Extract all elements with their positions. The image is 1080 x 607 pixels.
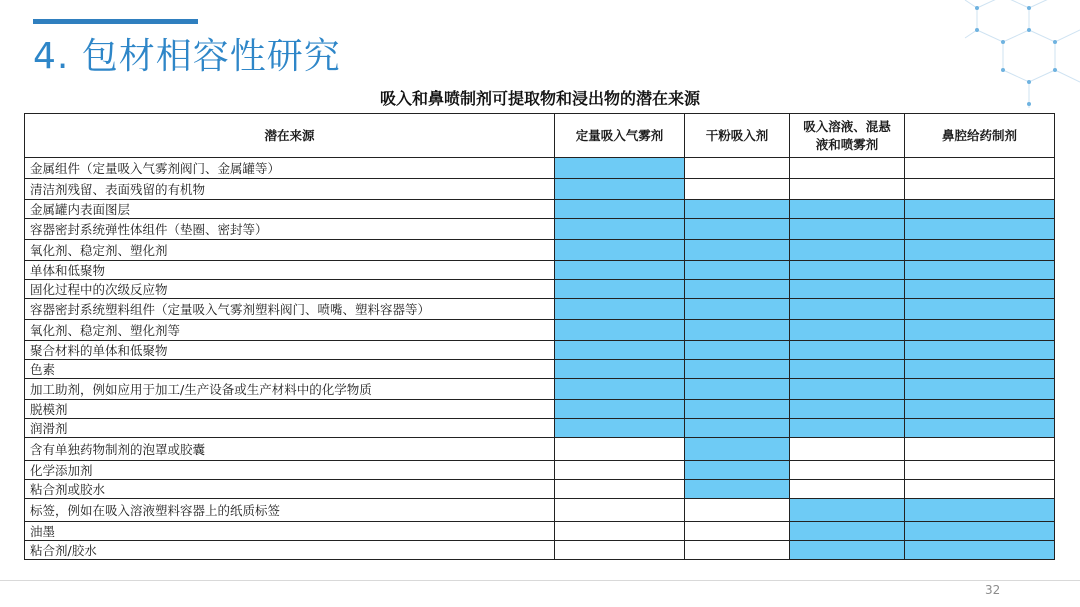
applicable-cell	[685, 240, 790, 261]
table-body	[25, 158, 1055, 560]
page-number: 32	[985, 583, 1001, 597]
table-row	[25, 240, 1055, 261]
table-row	[25, 419, 1055, 438]
source-label: 粘合剂或胶水	[25, 480, 555, 499]
table-row	[25, 379, 1055, 400]
empty-cell	[685, 179, 790, 200]
applicable-cell	[555, 341, 685, 360]
applicable-cell	[555, 400, 685, 419]
applicable-cell	[685, 400, 790, 419]
table-row	[25, 261, 1055, 280]
applicable-cell	[685, 379, 790, 400]
table-row	[25, 360, 1055, 379]
table-header-row	[25, 114, 1055, 158]
table-row	[25, 320, 1055, 341]
applicable-cell	[555, 240, 685, 261]
title-accent-bar	[33, 19, 198, 24]
applicable-cell	[685, 341, 790, 360]
empty-cell	[905, 158, 1055, 179]
applicable-cell	[790, 320, 905, 341]
empty-cell	[685, 158, 790, 179]
column-header-nasal: 鼻腔给药制剂	[905, 114, 1055, 158]
applicable-cell	[790, 400, 905, 419]
applicable-cell	[790, 219, 905, 240]
source-label: 清洁剂残留、表面残留的有机物	[25, 179, 555, 200]
applicable-cell	[685, 280, 790, 299]
applicable-cell	[685, 261, 790, 280]
applicable-cell	[555, 299, 685, 320]
source-label: 单体和低聚物	[25, 261, 555, 280]
applicable-cell	[790, 200, 905, 219]
empty-cell	[555, 499, 685, 522]
table-row	[25, 341, 1055, 360]
source-label: 标签，例如在吸入溶液塑料容器上的纸质标签	[25, 499, 555, 522]
source-label: 金属组件（定量吸入气雾剂阀门、金属罐等）	[25, 158, 555, 179]
applicable-cell	[905, 379, 1055, 400]
applicable-cell	[555, 280, 685, 299]
applicable-cell	[790, 299, 905, 320]
applicable-cell	[685, 360, 790, 379]
applicable-cell	[685, 461, 790, 480]
applicable-cell	[555, 419, 685, 438]
applicable-cell	[905, 522, 1055, 541]
empty-cell	[685, 541, 790, 560]
empty-cell	[790, 480, 905, 499]
applicable-cell	[905, 320, 1055, 341]
table-row	[25, 400, 1055, 419]
applicable-cell	[555, 158, 685, 179]
applicable-cell	[905, 261, 1055, 280]
applicable-cell	[685, 438, 790, 461]
applicable-cell	[790, 360, 905, 379]
empty-cell	[555, 522, 685, 541]
applicable-cell	[555, 379, 685, 400]
empty-cell	[905, 480, 1055, 499]
applicable-cell	[905, 360, 1055, 379]
source-label: 加工助剂，例如应用于加工/生产设备或生产材料中的化学物质	[25, 379, 555, 400]
applicable-cell	[790, 240, 905, 261]
applicable-cell	[905, 341, 1055, 360]
source-label: 含有单独药物制剂的泡罩或胶囊	[25, 438, 555, 461]
empty-cell	[790, 179, 905, 200]
applicable-cell	[555, 179, 685, 200]
source-label: 容器密封系统塑料组件（定量吸入气雾剂塑料阀门、喷嘴、塑料容器等）	[25, 299, 555, 320]
applicable-cell	[790, 379, 905, 400]
table-caption: 吸入和鼻喷制剂可提取物和浸出物的潜在来源	[379, 89, 700, 108]
source-label: 化学添加剂	[25, 461, 555, 480]
source-label: 脱模剂	[25, 400, 555, 419]
applicable-cell	[905, 240, 1055, 261]
slide-title: 4. 包材相容性研究	[33, 36, 341, 77]
table-row	[25, 541, 1055, 560]
applicable-cell	[555, 219, 685, 240]
applicable-cell	[905, 299, 1055, 320]
applicable-cell	[790, 261, 905, 280]
empty-cell	[555, 480, 685, 499]
empty-cell	[555, 438, 685, 461]
applicable-cell	[905, 219, 1055, 240]
applicable-cell	[555, 320, 685, 341]
table-row	[25, 522, 1055, 541]
source-label: 聚合材料的单体和低聚物	[25, 341, 555, 360]
column-header-source: 潜在来源	[25, 114, 555, 158]
column-header-mdi: 定量吸入气雾剂	[555, 114, 685, 158]
applicable-cell	[555, 200, 685, 219]
table-row	[25, 158, 1055, 179]
applicable-cell	[790, 280, 905, 299]
applicable-cell	[555, 360, 685, 379]
table-row	[25, 499, 1055, 522]
applicable-cell	[685, 419, 790, 438]
applicable-cell	[905, 419, 1055, 438]
empty-cell	[905, 438, 1055, 461]
applicable-cell	[685, 320, 790, 341]
table-row	[25, 200, 1055, 219]
table-row	[25, 280, 1055, 299]
column-header-dpi: 干粉吸入剂	[685, 114, 790, 158]
table-row	[25, 299, 1055, 320]
applicable-cell	[905, 499, 1055, 522]
footer-divider	[0, 580, 1080, 581]
source-label: 色素	[25, 360, 555, 379]
source-label: 容器密封系统弹性体组件（垫圈、密封等）	[25, 219, 555, 240]
source-label: 金属罐内表面图层	[25, 200, 555, 219]
table-row	[25, 219, 1055, 240]
applicable-cell	[685, 200, 790, 219]
source-label: 氧化剂、稳定剂、塑化剂等	[25, 320, 555, 341]
applicable-cell	[790, 522, 905, 541]
source-label: 固化过程中的次级反应物	[25, 280, 555, 299]
applicable-cell	[685, 480, 790, 499]
table-row	[25, 480, 1055, 499]
column-header-solution-spray: 吸入溶液、混悬 液和喷雾剂	[790, 114, 905, 158]
empty-cell	[790, 438, 905, 461]
applicable-cell	[790, 419, 905, 438]
applicable-cell	[905, 400, 1055, 419]
sources-table	[24, 113, 1055, 560]
source-label: 油墨	[25, 522, 555, 541]
applicable-cell	[685, 219, 790, 240]
applicable-cell	[790, 541, 905, 560]
empty-cell	[905, 461, 1055, 480]
table-row	[25, 179, 1055, 200]
applicable-cell	[685, 299, 790, 320]
applicable-cell	[790, 499, 905, 522]
empty-cell	[790, 461, 905, 480]
source-label: 氧化剂、稳定剂、塑化剂	[25, 240, 555, 261]
empty-cell	[555, 461, 685, 480]
applicable-cell	[555, 261, 685, 280]
empty-cell	[905, 179, 1055, 200]
empty-cell	[790, 158, 905, 179]
empty-cell	[685, 499, 790, 522]
applicable-cell	[905, 200, 1055, 219]
applicable-cell	[790, 341, 905, 360]
empty-cell	[555, 541, 685, 560]
empty-cell	[685, 522, 790, 541]
applicable-cell	[905, 280, 1055, 299]
source-label: 润滑剂	[25, 419, 555, 438]
applicable-cell	[905, 541, 1055, 560]
source-label: 粘合剂/胶水	[25, 541, 555, 560]
table-row	[25, 461, 1055, 480]
table-row	[25, 438, 1055, 461]
